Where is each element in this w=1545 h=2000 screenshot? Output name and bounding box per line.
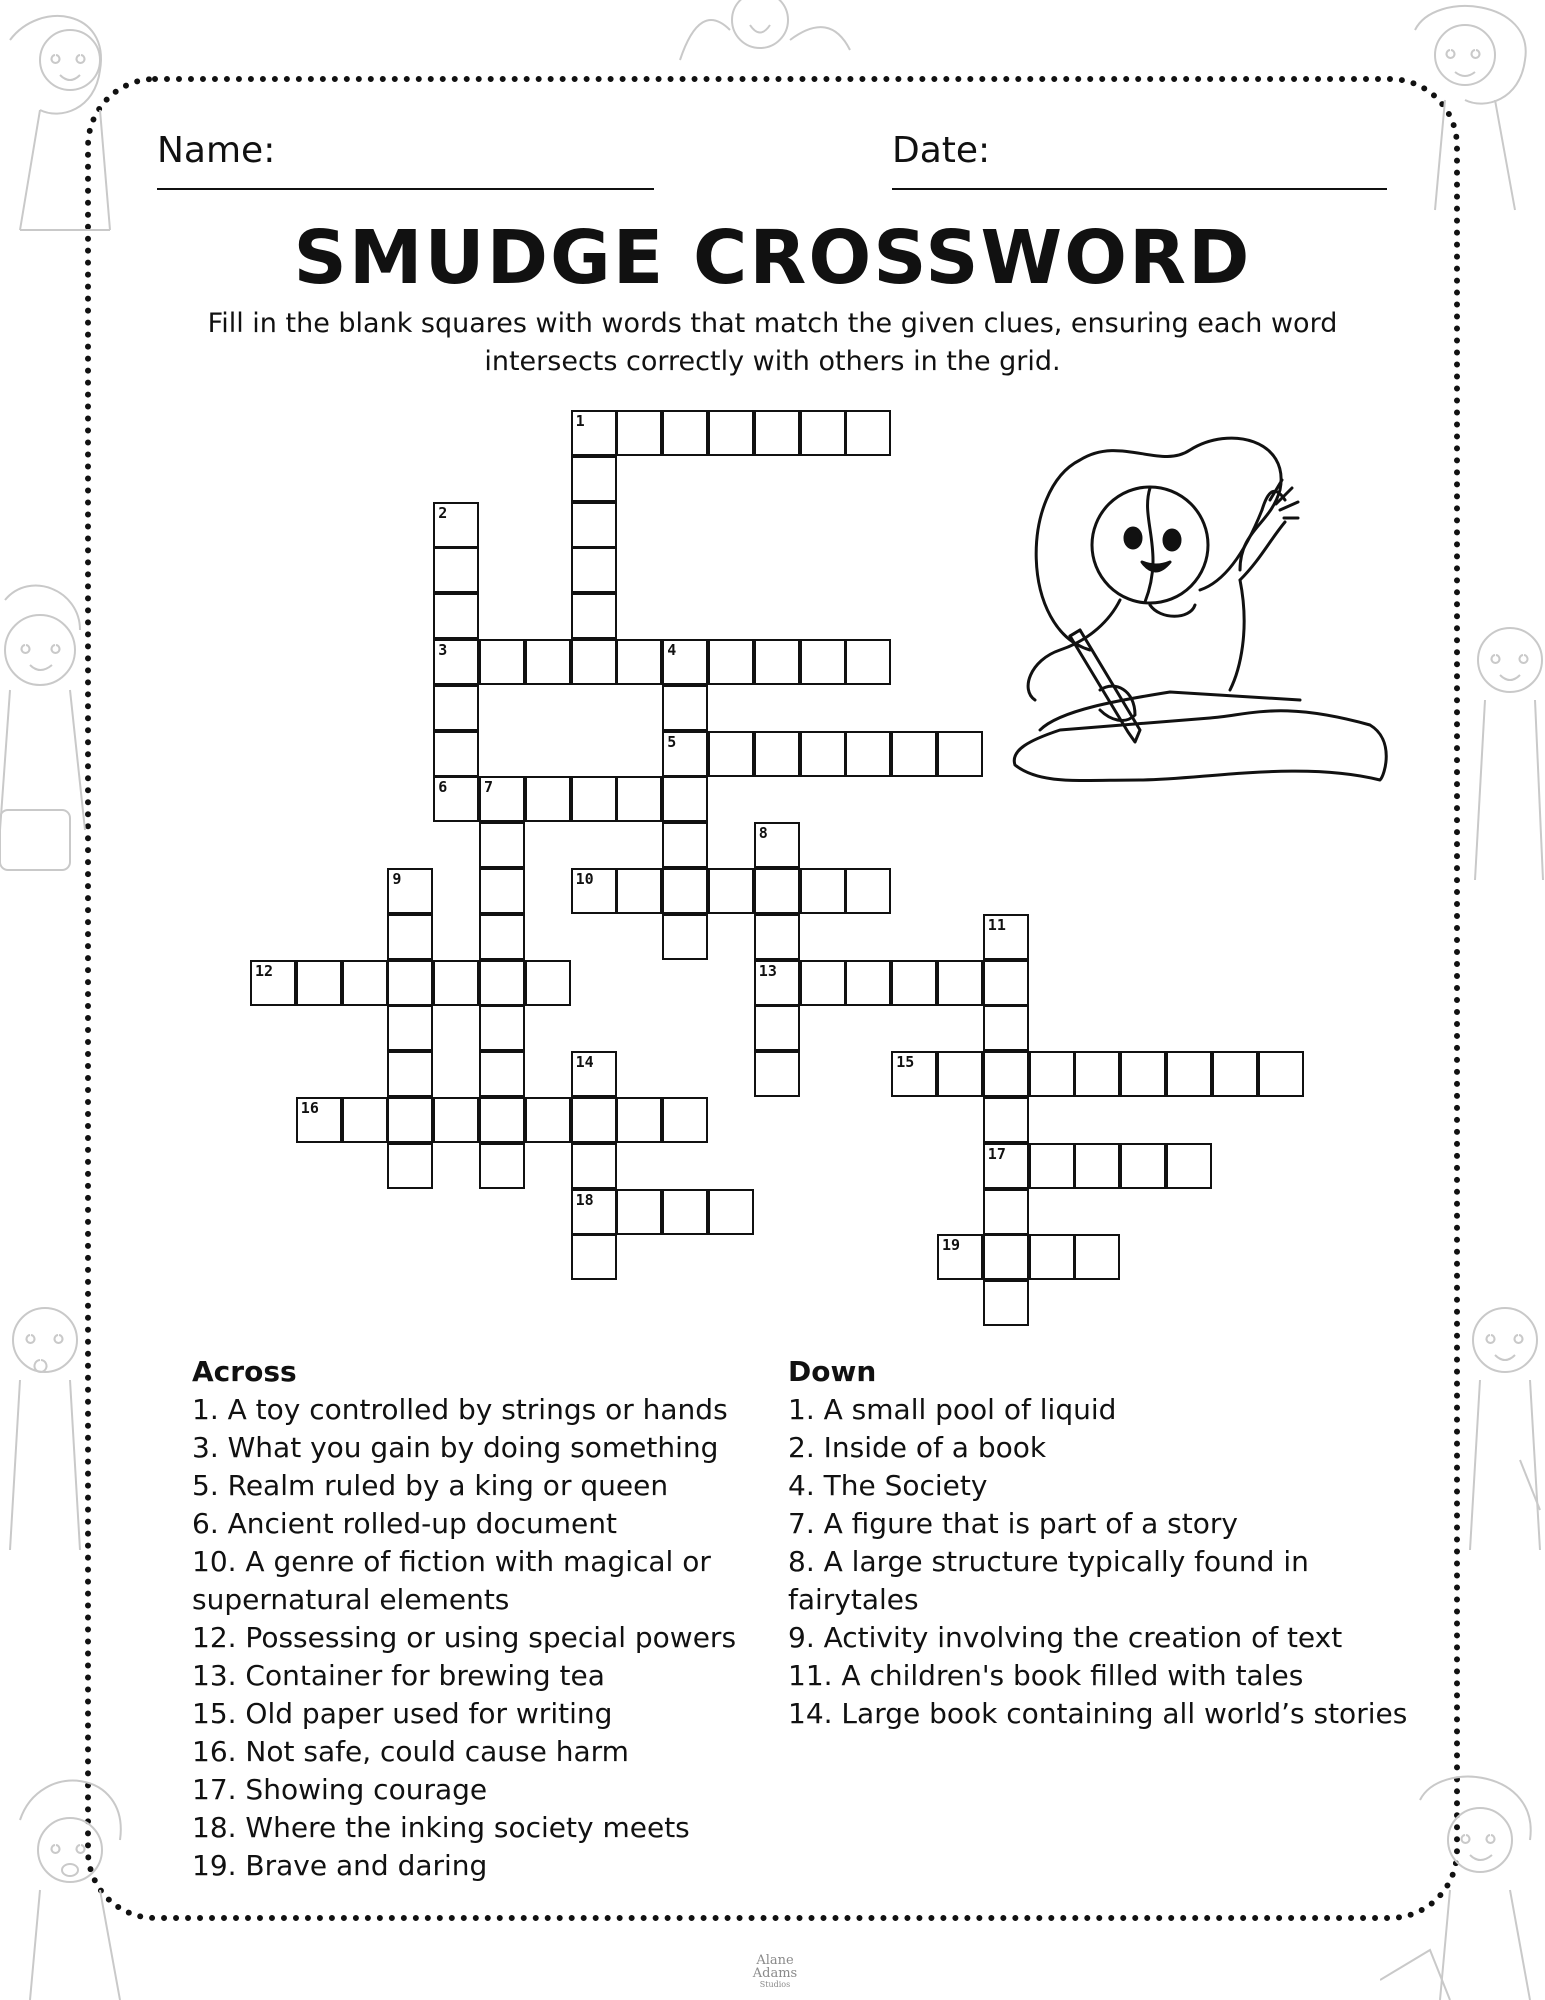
crossword-cell[interactable] bbox=[708, 410, 754, 456]
crossword-cell[interactable] bbox=[571, 593, 617, 639]
crossword-cell[interactable] bbox=[662, 639, 708, 685]
across-clue: 5. Realm ruled by a king or queen bbox=[192, 1469, 669, 1502]
crossword-cell[interactable] bbox=[983, 1234, 1029, 1280]
crossword-cell[interactable] bbox=[433, 960, 479, 1006]
across-clue: 19. Brave and daring bbox=[192, 1849, 488, 1882]
crossword-cell[interactable] bbox=[250, 960, 296, 1006]
across-clue: 13. Container for brewing tea bbox=[192, 1659, 605, 1692]
down-clue: 8. A large structure typically found in fairytales bbox=[788, 1545, 1309, 1616]
crossword-cell[interactable] bbox=[479, 868, 525, 914]
name-label: Name: bbox=[157, 130, 276, 171]
page-title: SMUDGE CROSSWORD bbox=[293, 215, 1252, 301]
crossword-cell[interactable] bbox=[571, 1189, 617, 1235]
crossword-cell[interactable] bbox=[571, 456, 617, 502]
crossword-cell[interactable] bbox=[708, 868, 754, 914]
side-character-illustration-right-lower bbox=[1460, 1260, 1545, 1560]
clue-number: 12 bbox=[255, 961, 274, 980]
crossword-cell[interactable] bbox=[433, 593, 479, 639]
crossword-cell[interactable] bbox=[754, 960, 800, 1006]
crossword-cell[interactable] bbox=[479, 1005, 525, 1051]
crossword-cell[interactable] bbox=[571, 502, 617, 548]
crossword-cell[interactable] bbox=[296, 1097, 342, 1143]
crossword-cell[interactable] bbox=[983, 1005, 1029, 1051]
crossword-cell[interactable] bbox=[983, 1143, 1029, 1189]
crossword-cell[interactable] bbox=[387, 960, 433, 1006]
clue-number: 10 bbox=[575, 870, 594, 888]
side-character-illustration-right-upper bbox=[1465, 580, 1545, 900]
crossword-cell[interactable] bbox=[662, 914, 708, 960]
crossword-cell[interactable] bbox=[387, 1051, 433, 1097]
crossword-cell[interactable] bbox=[845, 410, 891, 456]
crossword-cell[interactable] bbox=[845, 731, 891, 777]
side-character-illustration-left-lower bbox=[0, 1270, 90, 1570]
crossword-cell[interactable] bbox=[754, 914, 800, 960]
clue-number: 14 bbox=[575, 1053, 594, 1072]
clue-number: 6 bbox=[438, 778, 448, 797]
crossword-cell[interactable] bbox=[387, 914, 433, 960]
crossword-cell[interactable] bbox=[754, 1051, 800, 1097]
crossword-cell[interactable] bbox=[800, 868, 846, 914]
crossword-cell[interactable] bbox=[525, 639, 571, 685]
crossword-cell[interactable] bbox=[754, 868, 800, 914]
girl-writing-illustration bbox=[1000, 430, 1400, 810]
instructions-text: Fill in the blank squares with words that match the given clues, ensuring each word intersects correctly with others in the grid. bbox=[207, 308, 1338, 377]
crossword-cell[interactable] bbox=[662, 685, 708, 731]
clue-number: 2 bbox=[438, 503, 448, 522]
clue-number: 16 bbox=[300, 1099, 319, 1117]
clue-number: 1 bbox=[575, 412, 585, 430]
logo-text: Adams bbox=[752, 1966, 798, 1981]
down-clue: 1. A small pool of liquid bbox=[788, 1393, 1117, 1426]
across-clue: 16. Not safe, could cause harm bbox=[192, 1735, 629, 1768]
across-clue: 6. Ancient rolled-up document bbox=[192, 1507, 617, 1540]
crossword-cell[interactable] bbox=[433, 639, 479, 685]
crossword-cell[interactable] bbox=[891, 731, 937, 777]
clue-number: 7 bbox=[484, 778, 494, 797]
crossword-cell[interactable] bbox=[479, 639, 525, 685]
crossword-cell[interactable] bbox=[479, 1143, 525, 1189]
logo-text: Alane bbox=[756, 1953, 794, 1968]
corner-character-illustration-top-right bbox=[1405, 0, 1545, 230]
crossword-cell[interactable] bbox=[525, 776, 571, 822]
clue-number: 13 bbox=[758, 961, 777, 980]
crossword-cell[interactable] bbox=[937, 1234, 983, 1280]
crossword-cell[interactable] bbox=[983, 1097, 1029, 1143]
crossword-cell[interactable] bbox=[571, 1097, 617, 1143]
crossword-cell[interactable] bbox=[983, 1051, 1029, 1097]
crossword-cell[interactable] bbox=[1029, 1234, 1075, 1280]
crossword-cell[interactable] bbox=[571, 547, 617, 593]
crossword-cell[interactable] bbox=[662, 868, 708, 914]
clue-number: 5 bbox=[667, 732, 677, 751]
crossword-cell[interactable] bbox=[387, 1143, 433, 1189]
clue-number: 8 bbox=[758, 824, 768, 843]
corner-character-illustration-top-center bbox=[660, 0, 860, 75]
crossword-cell[interactable] bbox=[708, 639, 754, 685]
crossword-cell[interactable] bbox=[983, 1189, 1029, 1235]
across-clue: 12. Possessing or using special powers bbox=[192, 1621, 737, 1654]
crossword-cell[interactable] bbox=[983, 960, 1029, 1006]
crossword-cell[interactable] bbox=[571, 868, 617, 914]
crossword-cell[interactable] bbox=[433, 1097, 479, 1143]
crossword-cell[interactable] bbox=[891, 960, 937, 1006]
crossword-cell[interactable] bbox=[937, 1051, 983, 1097]
crossword-cell[interactable] bbox=[571, 1051, 617, 1097]
across-clue: 3. What you gain by doing something bbox=[192, 1431, 719, 1464]
crossword-cell[interactable] bbox=[754, 639, 800, 685]
crossword-cell[interactable] bbox=[433, 547, 479, 593]
crossword-cell[interactable] bbox=[708, 731, 754, 777]
date-field[interactable] bbox=[892, 188, 1387, 190]
crossword-cell[interactable] bbox=[433, 685, 479, 731]
crossword-cell[interactable] bbox=[800, 639, 846, 685]
down-clue: 14. Large book containing all world’s stories bbox=[788, 1697, 1408, 1730]
down-clue: 4. The Society bbox=[788, 1469, 988, 1502]
clue-number: 17 bbox=[987, 1144, 1006, 1163]
across-clues bbox=[192, 1353, 752, 1885]
crossword-cell[interactable] bbox=[754, 731, 800, 777]
crossword-cell[interactable] bbox=[800, 960, 846, 1006]
crossword-cell[interactable] bbox=[616, 776, 662, 822]
crossword-cell[interactable] bbox=[754, 410, 800, 456]
crossword-cell[interactable] bbox=[1029, 1051, 1075, 1097]
corner-character-illustration-bottom-left bbox=[0, 1760, 150, 2000]
crossword-cell[interactable] bbox=[479, 960, 525, 1006]
crossword-cell[interactable] bbox=[845, 868, 891, 914]
crossword-cell[interactable] bbox=[983, 1280, 1029, 1326]
crossword-cell[interactable] bbox=[571, 1143, 617, 1189]
crossword-cell[interactable] bbox=[845, 960, 891, 1006]
crossword-cell[interactable] bbox=[800, 410, 846, 456]
crossword-cell[interactable] bbox=[983, 914, 1029, 960]
crossword-cell[interactable] bbox=[1074, 1051, 1120, 1097]
clue-number: 9 bbox=[392, 870, 402, 888]
side-character-illustration-left-upper bbox=[0, 570, 90, 900]
crossword-cell[interactable] bbox=[845, 639, 891, 685]
crossword-cell[interactable] bbox=[571, 776, 617, 822]
crossword-cell[interactable] bbox=[387, 1097, 433, 1143]
crossword-cell[interactable] bbox=[1029, 1143, 1075, 1189]
publisher-logo bbox=[740, 1954, 810, 1989]
crossword-cell[interactable] bbox=[387, 868, 433, 914]
crossword-cell[interactable] bbox=[800, 731, 846, 777]
crossword-cell[interactable] bbox=[342, 960, 388, 1006]
name-field[interactable] bbox=[157, 188, 654, 190]
date-label: Date: bbox=[892, 130, 991, 171]
crossword-cell[interactable] bbox=[479, 1097, 525, 1143]
clue-number: 18 bbox=[575, 1190, 594, 1209]
crossword-cell[interactable] bbox=[479, 914, 525, 960]
down-clue: 9. Activity involving the creation of text bbox=[788, 1621, 1343, 1654]
crossword-cell[interactable] bbox=[525, 960, 571, 1006]
crossword-cell[interactable] bbox=[571, 639, 617, 685]
corner-character-illustration-bottom-right bbox=[1380, 1760, 1545, 2000]
logo-text: Studios bbox=[759, 1980, 791, 1989]
crossword-cell[interactable] bbox=[662, 410, 708, 456]
crossword-cell[interactable] bbox=[525, 1097, 571, 1143]
crossword-cell[interactable] bbox=[616, 868, 662, 914]
crossword-cell[interactable] bbox=[1166, 1143, 1212, 1189]
crossword-cell[interactable] bbox=[433, 731, 479, 777]
crossword-cell[interactable] bbox=[937, 960, 983, 1006]
crossword-cell[interactable] bbox=[433, 776, 479, 822]
crossword-cell[interactable] bbox=[1120, 1051, 1166, 1097]
across-clue: 10. A genre of fiction with magical or supernatural elements bbox=[192, 1545, 711, 1616]
across-clue: 1. A toy controlled by strings or hands bbox=[192, 1393, 728, 1426]
crossword-cell[interactable] bbox=[571, 410, 617, 456]
crossword-cell[interactable] bbox=[479, 822, 525, 868]
crossword-cell[interactable] bbox=[616, 1097, 662, 1143]
across-heading: Across bbox=[192, 1355, 297, 1388]
crossword-cell[interactable] bbox=[891, 1051, 937, 1097]
crossword-cell[interactable] bbox=[616, 639, 662, 685]
down-clue: 11. A children's book filled with tales bbox=[788, 1659, 1304, 1692]
crossword-cell[interactable] bbox=[1074, 1143, 1120, 1189]
crossword-cell[interactable] bbox=[433, 502, 479, 548]
crossword-cell[interactable] bbox=[616, 410, 662, 456]
clue-number: 19 bbox=[942, 1236, 961, 1255]
crossword-cell[interactable] bbox=[571, 1234, 617, 1280]
crossword-cell[interactable] bbox=[754, 822, 800, 868]
crossword-cell[interactable] bbox=[1120, 1143, 1166, 1189]
crossword-cell[interactable] bbox=[662, 822, 708, 868]
across-clue: 15. Old paper used for writing bbox=[192, 1697, 613, 1730]
across-clue: 18. Where the inking society meets bbox=[192, 1811, 690, 1844]
crossword-cell[interactable] bbox=[662, 731, 708, 777]
crossword-cell[interactable] bbox=[1258, 1051, 1304, 1097]
clue-number: 4 bbox=[667, 641, 677, 659]
crossword-cell[interactable] bbox=[662, 1189, 708, 1235]
crossword-cell[interactable] bbox=[662, 776, 708, 822]
down-clue: 2. Inside of a book bbox=[788, 1431, 1047, 1464]
crossword-cell[interactable] bbox=[479, 1051, 525, 1097]
crossword-cell[interactable] bbox=[342, 1097, 388, 1143]
clue-number: 15 bbox=[896, 1053, 915, 1072]
crossword-cell[interactable] bbox=[708, 1189, 754, 1235]
clue-number: 3 bbox=[438, 641, 448, 659]
crossword-cell[interactable] bbox=[1166, 1051, 1212, 1097]
down-clues bbox=[788, 1353, 1408, 1733]
crossword-cell[interactable] bbox=[296, 960, 342, 1006]
clue-number: 11 bbox=[987, 915, 1006, 934]
crossword-cell[interactable] bbox=[387, 1005, 433, 1051]
crossword-cell[interactable] bbox=[754, 1005, 800, 1051]
crossword-cell[interactable] bbox=[479, 776, 525, 822]
down-heading: Down bbox=[788, 1355, 877, 1388]
crossword-cell[interactable] bbox=[937, 731, 983, 777]
down-clue: 7. A figure that is part of a story bbox=[788, 1507, 1238, 1540]
crossword-cell[interactable] bbox=[662, 1097, 708, 1143]
crossword-cell[interactable] bbox=[1074, 1234, 1120, 1280]
crossword-cell[interactable] bbox=[616, 1189, 662, 1235]
crossword-cell[interactable] bbox=[1212, 1051, 1258, 1097]
across-clue: 17. Showing courage bbox=[192, 1773, 488, 1806]
